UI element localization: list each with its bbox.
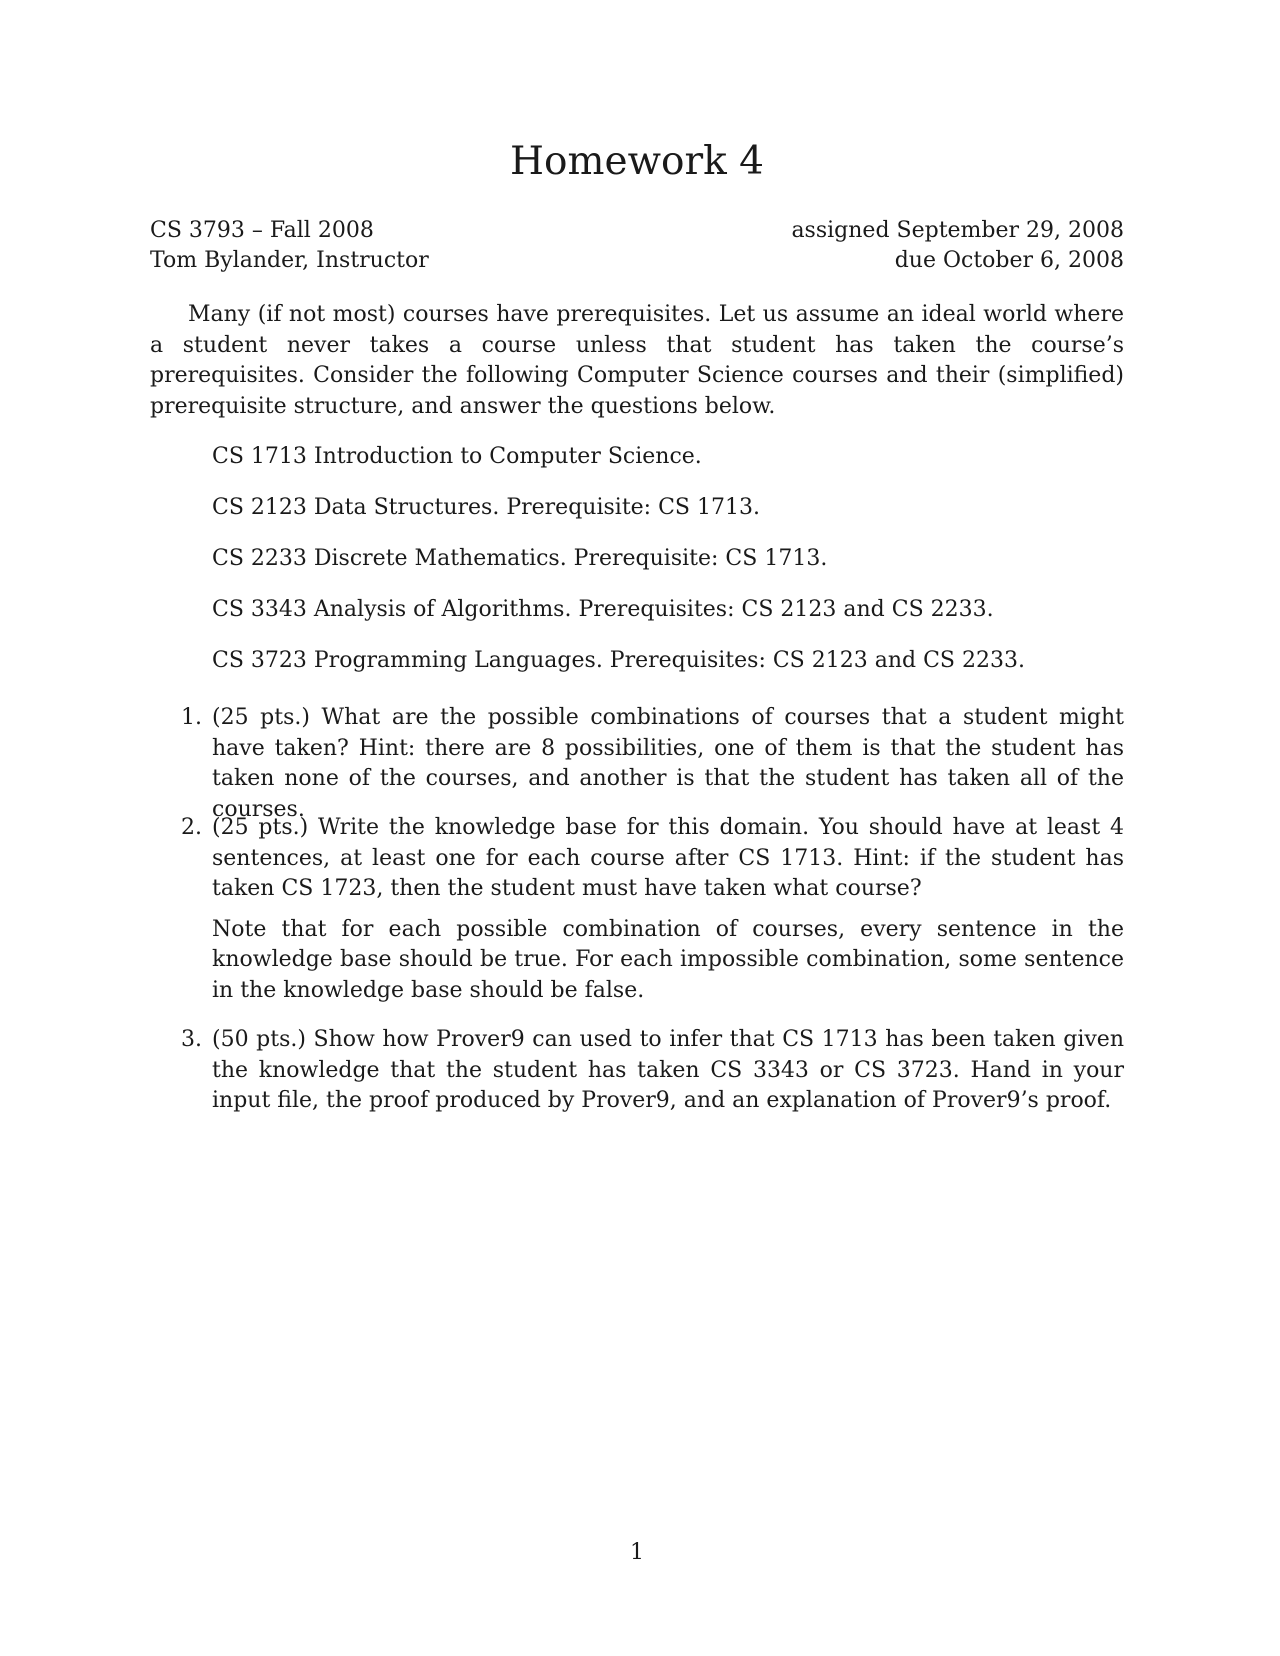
header-row-course	[150, 216, 1124, 246]
course-list	[212, 442, 1124, 697]
course-item: CS 3723 Programming Languages. Prerequisites: CS 2123 and CS 2233.	[212, 648, 1025, 673]
page-number: 1	[630, 1540, 644, 1565]
header-row-instructor	[150, 246, 1124, 276]
question-text: (25 pts.) Write the knowledge base for this domain. You should have at least 4 sentences, at least one for each course after CS 1713. Hint: if the student has taken CS 1723, then the student must have taken what course?	[212, 815, 1124, 901]
intro-paragraph: Many (if not most) courses have prerequisites. Let us assume an ideal world where a student never takes a course unless that student has taken the course’s prerequisites. Consider the following Computer Science courses and their (simplified) prerequisite structure, and answer the questions below.	[150, 302, 1124, 419]
question-number: 1.	[181, 705, 202, 730]
question-3	[150, 1025, 1124, 1117]
question-text: (25 pts.) What are the possible combinations of courses that a student might have taken? Hint: there are 8 possibilities, one of them is that the student has taken none of the courses, and another is that the student has taken all of the courses.	[212, 705, 1124, 822]
document-page	[150, 0, 1124, 1656]
instructor-label: Tom Bylander, Instructor	[150, 248, 429, 273]
course-label: CS 3793 – Fall 2008	[150, 218, 374, 243]
document-title: Homework 4	[510, 139, 764, 184]
question-text: (50 pts.) Show how Prover9 can used to infer that CS 1713 has been taken given the knowledge that the student has taken CS 3343 or CS 3723. Hand in your input file, the proof produced by Prover9, and an explanation of Prover9’s proof.	[212, 1027, 1124, 1113]
assigned-date: assigned September 29, 2008	[791, 218, 1124, 243]
course-item: CS 3343 Analysis of Algorithms. Prerequisites: CS 2123 and CS 2233.	[212, 597, 994, 622]
course-item: CS 2233 Discrete Mathematics. Prerequisite: CS 1713.	[212, 546, 828, 571]
question-note: Note that for each possible combination of courses, every sentence in the knowledge base should be true. For each impossible combination, some sentence in the knowledge base should be false.	[212, 916, 1124, 1003]
question-1	[150, 703, 1124, 825]
due-date: due October 6, 2008	[894, 248, 1124, 273]
question-number: 3.	[181, 1027, 202, 1052]
course-item: CS 1713 Introduction to Computer Science.	[212, 444, 702, 469]
question-2	[150, 813, 1124, 1006]
course-item: CS 2123 Data Structures. Prerequisite: CS 1713.	[212, 495, 760, 520]
question-number: 2.	[181, 815, 202, 840]
